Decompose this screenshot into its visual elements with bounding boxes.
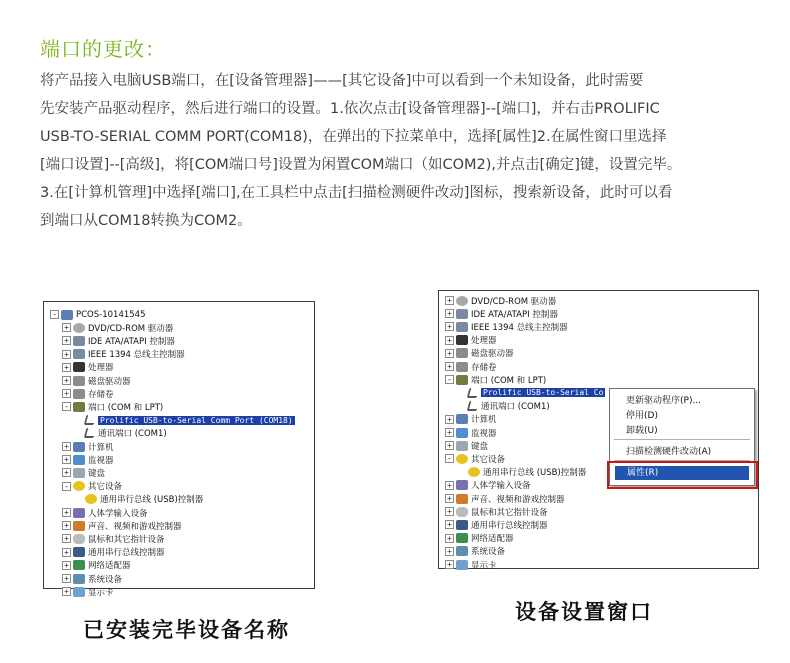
tree-node[interactable] <box>445 360 497 373</box>
monitor-icon <box>456 428 468 438</box>
tree-node-label: 通讯端口 (COM1) <box>98 429 167 440</box>
keyboard-icon <box>456 441 468 451</box>
tree-node[interactable] <box>457 466 586 479</box>
tree-node-label: 键盘 <box>471 441 489 452</box>
tree-node[interactable] <box>62 348 185 361</box>
tree-node[interactable] <box>74 414 295 427</box>
tree-node[interactable] <box>445 452 505 465</box>
paragraph-line: [端口设置]--[高级]，将[COM端口号]设置为闲置COM端口（如COM2),并点击[确定]键，设置完毕。 <box>40 157 682 173</box>
tree-node[interactable] <box>445 479 531 492</box>
tree-node-label: 显示卡 <box>471 560 497 571</box>
plug-icon <box>467 388 480 398</box>
collapse-icon[interactable]: - <box>62 402 71 411</box>
computer-icon <box>456 414 468 424</box>
tree-node[interactable] <box>62 374 131 387</box>
menu-item-uninstall[interactable]: 卸载(U) <box>626 426 658 436</box>
tree-node[interactable] <box>445 532 514 545</box>
network-icon <box>456 533 468 543</box>
tree-node[interactable] <box>445 294 556 307</box>
tree-node-label: 计算机 <box>471 415 497 426</box>
computer-icon <box>61 310 73 320</box>
expand-icon[interactable]: + <box>445 336 454 345</box>
expand-icon[interactable]: + <box>445 441 454 450</box>
tree-node[interactable] <box>445 347 514 360</box>
tree-node-label: IEEE 1394 总线主控制器 <box>88 350 185 361</box>
expand-icon[interactable]: + <box>62 468 71 477</box>
monitor-icon <box>73 455 85 465</box>
tree-node-label: 系统设备 <box>471 547 506 558</box>
unknown-device-icon <box>468 467 480 477</box>
tree-node-label: DVD/CD-ROM 驱动器 <box>88 323 174 334</box>
paragraph-line: 先安装产品驱动程序，然后进行端口的设置。1.依次点击[设备管理器]--[端口]，并右击PROLIFIC <box>40 101 660 117</box>
collapse-icon[interactable]: - <box>445 375 454 384</box>
expand-icon[interactable]: + <box>445 560 454 569</box>
tree-node[interactable] <box>445 413 497 426</box>
tree-node-label: 鼠标和其它指针设备 <box>471 507 548 518</box>
tree-node-label: 端口 (COM 和 LPT) <box>471 375 547 386</box>
system-icon <box>456 546 468 556</box>
tree-node-label: 计算机 <box>88 442 114 453</box>
system-icon <box>73 574 85 584</box>
tree-node-label: 声音、视频和游戏控制器 <box>471 494 565 505</box>
controller-icon <box>73 336 85 346</box>
tree-node-label: IDE ATA/ATAPI 控制器 <box>88 336 175 347</box>
tree-node[interactable] <box>62 559 131 572</box>
tree-node[interactable] <box>445 505 548 518</box>
tree-node[interactable] <box>445 492 565 505</box>
sound-icon <box>73 521 85 531</box>
tree-node[interactable] <box>445 558 497 571</box>
cpu-icon <box>73 362 85 372</box>
menu-item-properties[interactable]: 属性(R) <box>615 466 749 480</box>
expand-icon[interactable]: + <box>445 547 454 556</box>
expand-icon[interactable]: + <box>445 428 454 437</box>
tree-node-label: IDE ATA/ATAPI 控制器 <box>471 309 558 320</box>
tree-node-label: 网络适配器 <box>88 561 131 572</box>
tree-node-label: DVD/CD-ROM 驱动器 <box>471 296 557 307</box>
tree-node[interactable] <box>62 400 163 413</box>
port-icon <box>73 402 85 412</box>
device-manager-screenshot-installed <box>43 301 315 598</box>
tree-node[interactable] <box>457 386 605 399</box>
tree-node-label: Prolific USB-to-Serial Comm Port (COM18) <box>100 415 293 425</box>
tree-node-label: 鼠标和其它指针设备 <box>88 534 165 545</box>
network-icon <box>73 560 85 570</box>
expand-icon[interactable]: + <box>62 336 71 345</box>
paragraph-line: 到端口从COM18转换为COM2。 <box>40 213 252 229</box>
paragraph-line: USB-TO-SERIAL COMM PORT(COM18)，在弹出的下拉菜单中，选择[属性]2.在属性窗口里选择 <box>40 129 667 145</box>
cpu-icon <box>456 335 468 345</box>
expand-icon[interactable]: + <box>62 574 71 583</box>
tree-node-label: 声音、视频和游戏控制器 <box>88 521 182 532</box>
tree-node[interactable] <box>457 400 550 413</box>
tree-node-label: 监视器 <box>88 455 114 466</box>
highlight-box <box>607 461 758 489</box>
expand-icon[interactable]: + <box>62 323 71 332</box>
collapse-icon[interactable]: - <box>62 482 71 491</box>
unknown-device-icon <box>73 481 85 491</box>
expand-icon[interactable]: + <box>445 296 454 305</box>
tree-node-label: 网络适配器 <box>471 534 514 545</box>
tree-node[interactable] <box>445 439 488 452</box>
hid-icon <box>456 480 468 490</box>
tree-node-label: 处理器 <box>88 363 114 374</box>
plug-icon <box>84 415 97 425</box>
tree-node-label: Prolific USB-to-Serial Co <box>483 388 604 398</box>
tree-node-label: 通用串行总线控制器 <box>471 520 548 531</box>
expand-icon[interactable]: + <box>62 350 71 359</box>
controller-icon <box>456 322 468 332</box>
tree-node[interactable] <box>62 466 105 479</box>
expand-icon[interactable]: + <box>62 376 71 385</box>
disk-icon <box>73 323 85 333</box>
usb-icon <box>456 520 468 530</box>
tree-node-label: 通用串行总线 (USB)控制器 <box>483 468 587 479</box>
paragraph-line: 3.在[计算机管理]中选择[端口],在工具栏中点击[扫描检测硬件改动]图标，搜索新设备，此时可以看 <box>40 185 673 201</box>
tree-node-label: 显示卡 <box>88 587 114 598</box>
tree-node-label: 键盘 <box>88 468 106 479</box>
expand-icon[interactable]: + <box>62 442 71 451</box>
tree-node[interactable] <box>445 373 546 386</box>
expand-icon[interactable]: + <box>445 309 454 318</box>
collapse-icon[interactable]: - <box>50 310 59 319</box>
expand-icon[interactable]: + <box>62 561 71 570</box>
expand-icon[interactable]: + <box>62 455 71 464</box>
keyboard-icon <box>73 468 85 478</box>
tree-node[interactable] <box>62 440 114 453</box>
device-manager-screenshot-settings <box>438 290 759 569</box>
tree-node-label: 其它设备 <box>88 482 123 493</box>
paragraph-line: 将产品接入电脑USB端口，在[设备管理器]——[其它设备]中可以看到一个未知设备，此时需要 <box>40 73 644 89</box>
tree-node-label: 通用串行总线控制器 <box>88 548 165 559</box>
expand-icon[interactable]: + <box>62 521 71 530</box>
tree-node-label: 其它设备 <box>471 454 506 465</box>
tree-node-label: 磁盘驱动器 <box>471 349 514 360</box>
drive-icon <box>73 376 85 386</box>
tree-node[interactable] <box>62 532 165 545</box>
tree-node[interactable] <box>62 321 173 334</box>
tree-node-label: 端口 (COM 和 LPT) <box>88 402 164 413</box>
expand-icon[interactable]: + <box>445 494 454 503</box>
expand-icon[interactable]: + <box>445 507 454 516</box>
expand-icon[interactable]: + <box>62 587 71 596</box>
tree-node[interactable] <box>62 334 175 347</box>
plug-icon <box>467 401 480 411</box>
tree-node[interactable] <box>50 308 145 321</box>
tree-node[interactable] <box>445 320 568 333</box>
port-icon <box>456 375 468 385</box>
controller-icon <box>73 349 85 359</box>
tree-node-label: IEEE 1394 总线主控制器 <box>471 322 568 333</box>
tree-node[interactable] <box>445 334 497 347</box>
caption-device-settings-window: 设备设置窗口 <box>515 600 653 624</box>
tree-node[interactable] <box>62 387 114 400</box>
display-icon <box>456 560 468 570</box>
menu-item-disable[interactable]: 停用(D) <box>626 411 658 421</box>
unknown-device-icon <box>456 454 468 464</box>
disk-icon <box>456 296 468 306</box>
tree-node[interactable] <box>445 426 497 439</box>
tree-node[interactable] <box>445 307 558 320</box>
tree-node-label: PCOS-10141545 <box>76 309 146 320</box>
tree-node[interactable] <box>62 506 148 519</box>
drive-icon <box>73 389 85 399</box>
drive-icon <box>456 362 468 372</box>
display-icon <box>73 587 85 597</box>
expand-icon[interactable]: + <box>445 362 454 371</box>
tree-node[interactable] <box>445 518 548 531</box>
expand-icon[interactable]: + <box>62 534 71 543</box>
expand-icon[interactable]: + <box>445 415 454 424</box>
tree-node[interactable] <box>445 545 505 558</box>
tree-node[interactable] <box>62 572 122 585</box>
tree-node-label: 人体学输入设备 <box>88 508 148 519</box>
mouse-icon <box>456 507 468 517</box>
tree-node-label: 存储卷 <box>471 362 497 373</box>
tree-node[interactable] <box>62 546 165 559</box>
expand-icon[interactable]: + <box>445 349 454 358</box>
tree-node-label: 通用串行总线 (USB)控制器 <box>100 495 204 506</box>
tree-node[interactable] <box>62 480 122 493</box>
menu-item-scan-hardware[interactable]: 扫描检测硬件改动(A) <box>626 447 712 457</box>
tree-node-label: 监视器 <box>471 428 497 439</box>
tree-node-label: 存储卷 <box>88 389 114 400</box>
expand-icon[interactable]: + <box>445 520 454 529</box>
expand-icon[interactable]: + <box>62 389 71 398</box>
expand-icon[interactable]: + <box>62 548 71 557</box>
tree-node[interactable] <box>62 453 114 466</box>
tree-node[interactable] <box>62 585 114 598</box>
controller-icon <box>456 309 468 319</box>
hid-icon <box>73 508 85 518</box>
section-title: 端口的更改： <box>40 37 166 61</box>
collapse-icon[interactable]: - <box>445 454 454 463</box>
tree-node[interactable] <box>74 493 203 506</box>
usb-icon <box>73 547 85 557</box>
drive-icon <box>456 348 468 358</box>
tree-node[interactable] <box>62 361 114 374</box>
tree-node-label: 人体学输入设备 <box>471 481 531 492</box>
expand-icon[interactable]: + <box>62 508 71 517</box>
tree-node-label: 系统设备 <box>88 574 123 585</box>
sound-icon <box>456 494 468 504</box>
tree-node-label: 处理器 <box>471 336 497 347</box>
instructions-paragraph <box>40 67 775 235</box>
tree-node[interactable] <box>62 519 182 532</box>
menu-item-update-driver[interactable]: 更新驱动程序(P)... <box>626 396 702 406</box>
tree-node-label: 通讯端口 (COM1) <box>481 402 550 413</box>
tree-node[interactable] <box>74 427 167 440</box>
mouse-icon <box>73 534 85 544</box>
unknown-device-icon <box>85 494 97 504</box>
expand-icon[interactable]: + <box>445 322 454 331</box>
tree-node-label: 磁盘驱动器 <box>88 376 131 387</box>
menu-separator <box>614 439 750 440</box>
computer-icon <box>73 442 85 452</box>
expand-icon[interactable]: + <box>445 481 454 490</box>
caption-installed-device-name: 已安装完毕设备名称 <box>83 618 290 642</box>
expand-icon[interactable]: + <box>445 534 454 543</box>
plug-icon <box>84 428 97 438</box>
expand-icon[interactable]: + <box>62 363 71 372</box>
